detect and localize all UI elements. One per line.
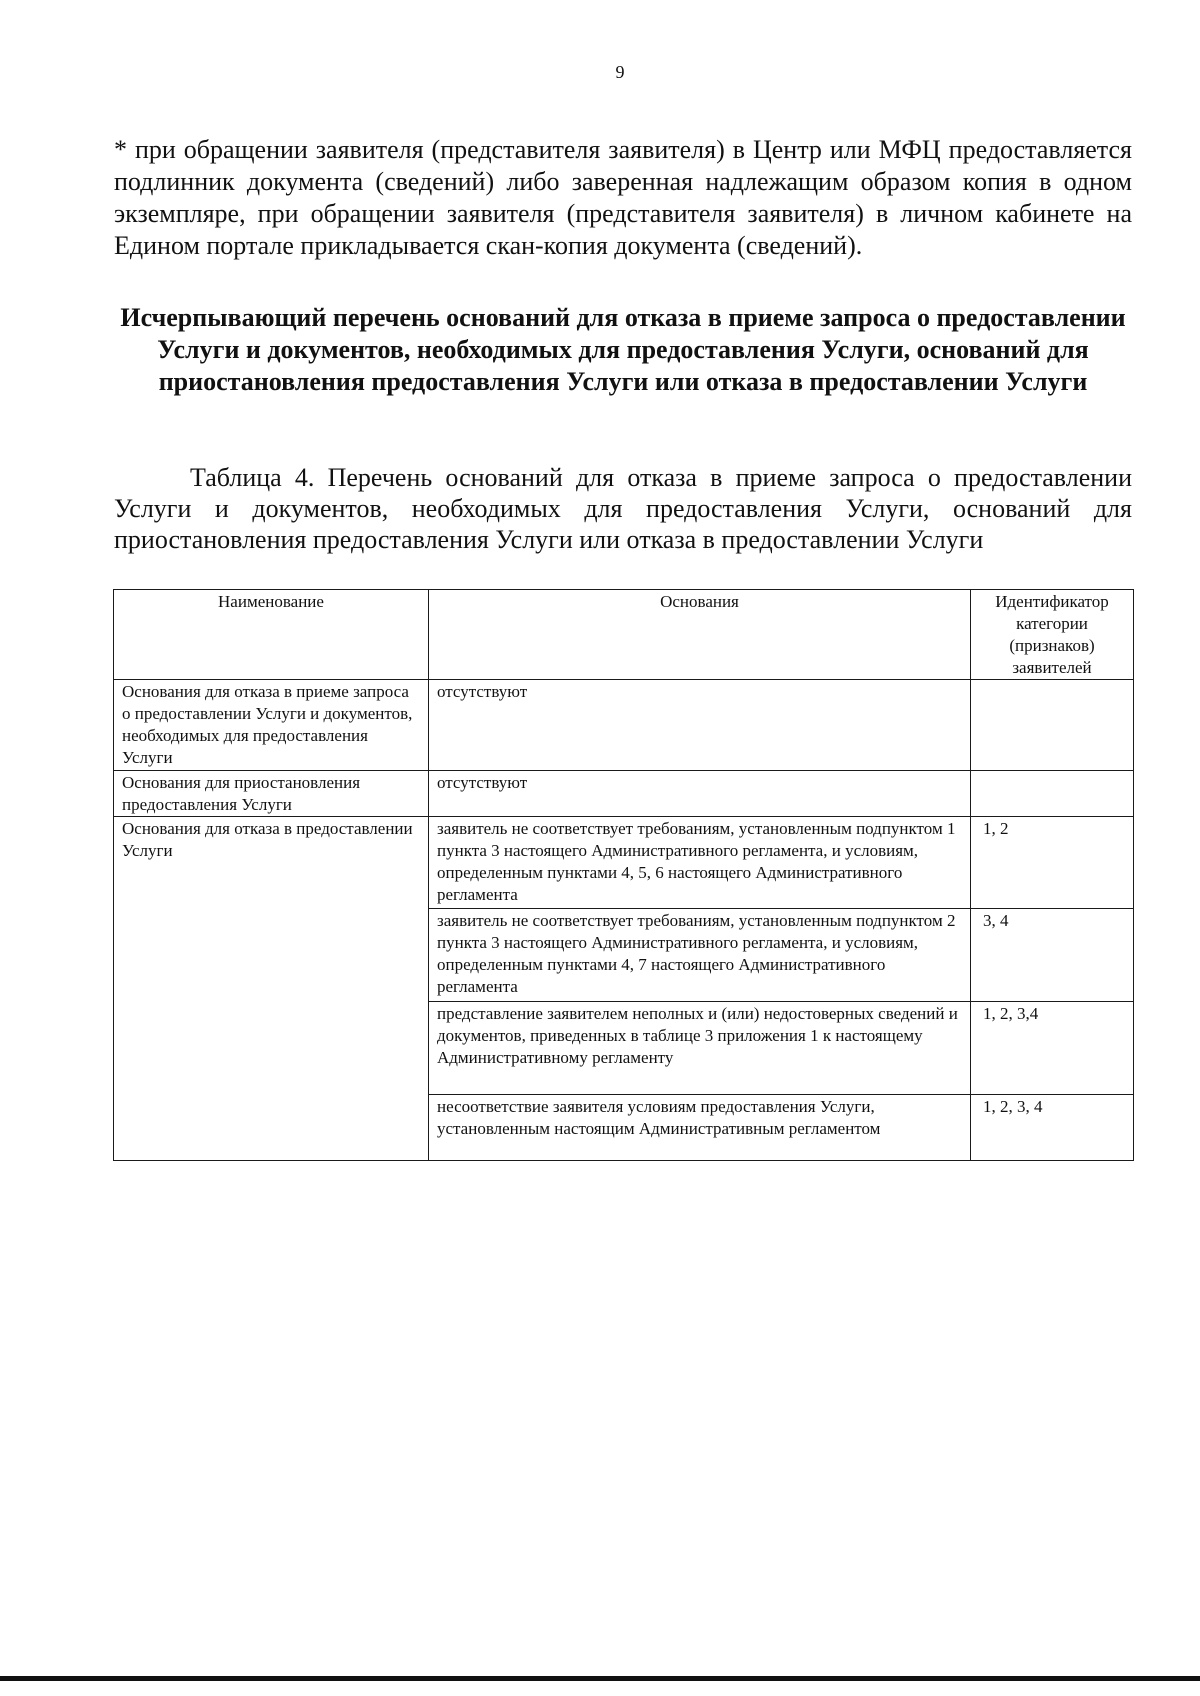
intro-paragraph: * при обращении заявителя (представителя заявителя) в Центр или МФЦ предоставляется подлинник документа (сведений) либо заверенная надлежащим образом копия в одном экземпляре, при обращении заявителя (представителя заявителя) в личном кабинете на Едином портале прикладывается скан-копия документа (сведений).	[114, 135, 1132, 260]
row-grounds-cell: отсутствуют	[429, 771, 971, 817]
table-header-row	[114, 590, 1134, 680]
row-grounds-cell: заявитель не соответствует требованиям, установленным подпунктом 2 пункта 3 настоящего Административного регламента, и условиям, определенным пунктами 4, 7 настоящего Административного регламента	[429, 909, 971, 1002]
row-category-id-cell: 1, 2, 3, 4	[971, 1095, 1134, 1161]
row-name-cell: Основания для отказа в предоставлении Услуги	[114, 817, 429, 1161]
row-grounds-cell: заявитель не соответствует требованиям, установленным подпунктом 1 пункта 3 настоящего Административного регламента, и условиям, определенным пунктами 4, 5, 6 настоящего Административного регламента	[429, 817, 971, 909]
grounds-table	[113, 589, 1134, 1161]
table-row	[114, 817, 1134, 909]
table-row	[114, 680, 1134, 771]
table-row	[114, 771, 1134, 817]
row-category-id-cell: 1, 2, 3,4	[971, 1002, 1134, 1095]
row-name-cell: Основания для приостановления предоставления Услуги	[114, 771, 429, 817]
row-grounds-cell: представление заявителем неполных и (или) недостоверных сведений и документов, приведенных в таблице 3 приложения 1 к настоящему Административному регламенту	[429, 1002, 971, 1095]
row-grounds-cell: несоответствие заявителя условиям предоставления Услуги, установленным настоящим Административным регламентом	[429, 1095, 971, 1161]
row-name-cell: Основания для отказа в приеме запроса о предоставлении Услуги и документов, необходимых для предоставления Услуги	[114, 680, 429, 771]
column-header-grounds: Основания	[429, 590, 971, 680]
page-number: 9	[615, 62, 625, 82]
table-caption: Таблица 4. Перечень оснований для отказа в приеме запроса о предоставлении Услуги и документов, необходимых для предоставления Услуги, оснований для приостановления предоставления Услуги или отказа в предоставлении Услуги	[114, 463, 1132, 554]
scan-edge-rule	[0, 1676, 1200, 1681]
row-category-id-cell: 3, 4	[971, 909, 1134, 1002]
row-category-id-cell	[971, 680, 1134, 771]
row-category-id-cell	[971, 771, 1134, 817]
row-grounds-cell: отсутствуют	[429, 680, 971, 771]
row-category-id-cell: 1, 2	[971, 817, 1134, 909]
column-header-name: Наименование	[114, 590, 429, 680]
column-header-category-id: Идентификатор категории (признаков) заявителей	[971, 590, 1134, 680]
section-heading: Исчерпывающий перечень оснований для отказа в приеме запроса о предоставлении Услуги и документов, необходимых для предоставления Услуги, оснований для приостановления предоставления Услуги или отказа в предоставлении Услуги	[120, 303, 1126, 396]
